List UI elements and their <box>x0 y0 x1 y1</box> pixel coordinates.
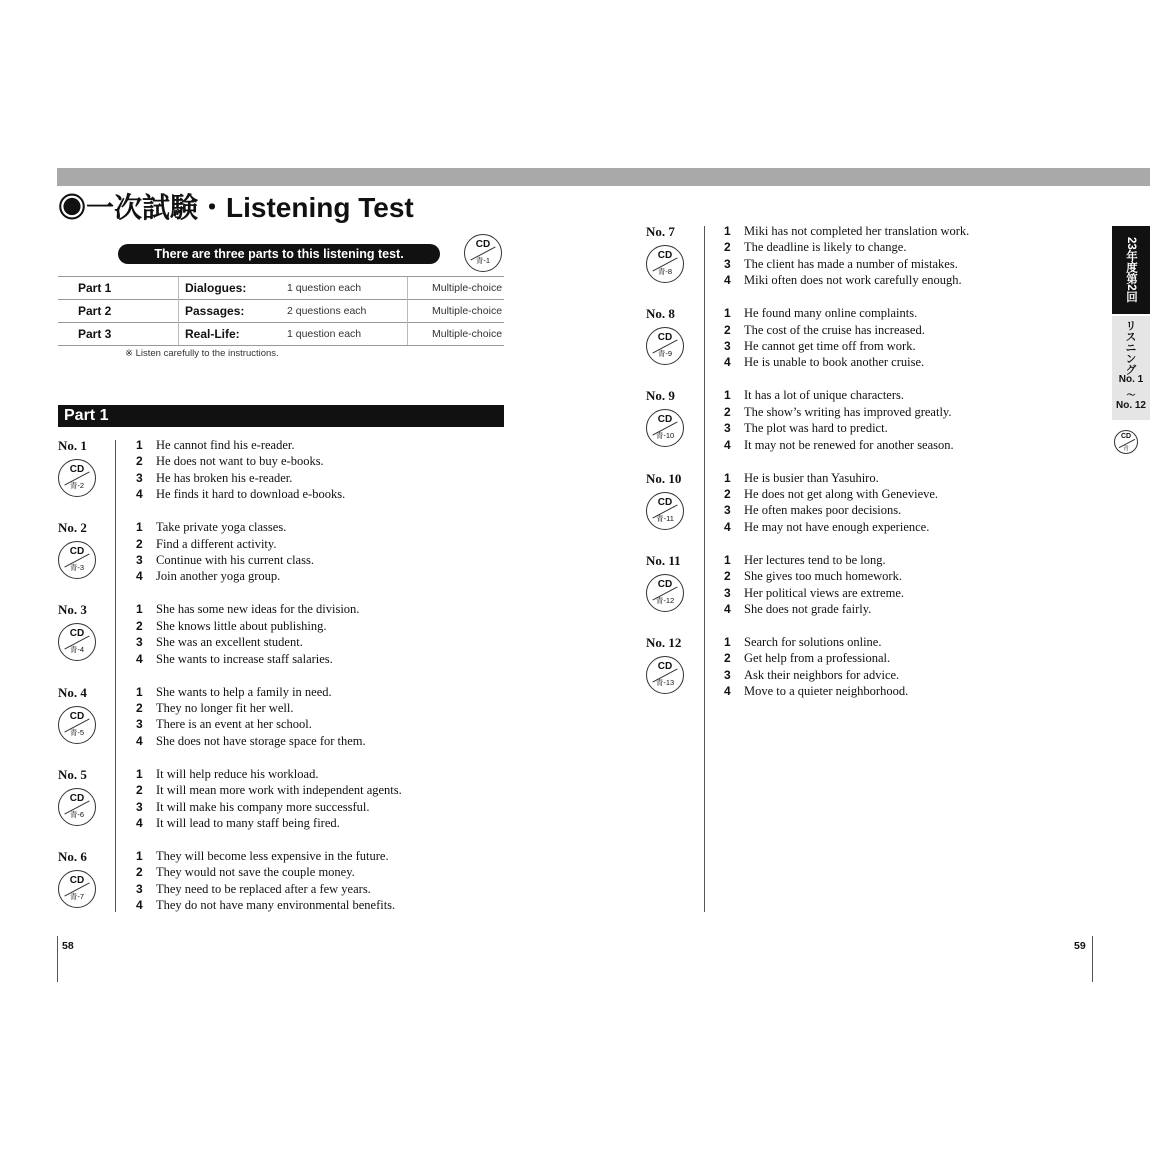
option-number: 4 <box>136 733 143 748</box>
table-row <box>58 300 504 323</box>
cd-icon <box>646 574 684 612</box>
question-number: No. 1 <box>58 438 87 453</box>
cd-icon <box>1114 430 1138 454</box>
part-type: Multiple-choice <box>408 277 505 300</box>
option-number: 2 <box>724 651 731 666</box>
option-text: They would not save the couple money. <box>156 865 355 880</box>
option-number: 4 <box>724 355 731 370</box>
side-tab-label: リスニング <box>1124 320 1136 375</box>
option-number: 3 <box>136 470 143 485</box>
cd-icon <box>58 706 96 744</box>
cd-icon <box>646 409 684 447</box>
option-text: The show’s writing has improved greatly. <box>744 404 952 419</box>
option-text: Join another yoga group. <box>156 569 281 584</box>
cd-icon <box>58 870 96 908</box>
option-number: 3 <box>136 799 143 814</box>
option-number: 4 <box>724 437 731 452</box>
option-text: Find a different activity. <box>156 536 277 551</box>
option-text: They will become less expensive in the future. <box>156 849 389 863</box>
divider <box>704 226 705 912</box>
option-text: It will make his company more successful. <box>156 799 370 814</box>
option-text: He has broken his e-reader. <box>156 470 293 485</box>
option-number: 3 <box>136 552 143 567</box>
option-text: It has a lot of unique characters. <box>744 388 905 403</box>
part-type: Multiple-choice <box>408 300 505 323</box>
option-number: 3 <box>136 635 143 650</box>
option-text: Ask their neighbors for advice. <box>744 667 900 682</box>
cd-icon-label: CD <box>657 496 673 508</box>
cd-icon-label: CD <box>657 414 673 426</box>
question-number: No. 9 <box>646 388 675 404</box>
option-number: 1 <box>724 306 731 321</box>
option-number: 4 <box>136 651 143 666</box>
option-text: He may not have enough experience. <box>744 519 930 534</box>
option-number: 2 <box>136 865 143 880</box>
cd-icon <box>58 459 96 497</box>
option-number: 2 <box>136 618 143 633</box>
cd-icon <box>58 541 96 579</box>
option-number: 4 <box>136 487 143 502</box>
page-number: 59 <box>1074 940 1086 952</box>
option-text: Miki has not completed her translation work. <box>744 224 970 238</box>
cd-icon-label: CD <box>1120 433 1132 440</box>
cd-icon <box>646 492 684 530</box>
option-text: She knows little about publishing. <box>156 618 327 633</box>
cd-track: 青-8 <box>657 267 673 276</box>
side-tab-from: No. 1 <box>1118 374 1144 385</box>
option-number: 2 <box>724 404 731 419</box>
page-number: 58 <box>62 940 74 952</box>
option-text: She has some new ideas for the division. <box>156 602 360 617</box>
cd-icon <box>646 327 684 365</box>
cd-icon <box>58 623 96 661</box>
option-text: She wants to help a family in need. <box>156 684 332 699</box>
side-tab-section <box>1112 316 1150 420</box>
cd-icon <box>646 245 684 283</box>
option-number: 2 <box>724 569 731 584</box>
side-tab-year: 23年度第2回 <box>1112 226 1150 314</box>
question-number: No. 8 <box>646 306 675 322</box>
option-text: He is busier than Yasuhiro. <box>744 470 879 485</box>
option-number: 4 <box>136 898 143 913</box>
option-text: Her political views are extreme. <box>744 585 904 600</box>
option-text: He finds it hard to download e-books. <box>156 487 346 502</box>
option-number: 2 <box>136 454 143 469</box>
option-number: 2 <box>136 783 143 798</box>
cd-icon <box>58 788 96 826</box>
part-kind: Real-Life: <box>179 323 284 346</box>
option-text: It will lead to many staff being fired. <box>156 815 340 830</box>
part-name: Part 1 <box>58 277 179 300</box>
question-number: No. 12 <box>646 635 682 650</box>
option-text: She gives too much homework. <box>744 569 902 584</box>
option-number: 3 <box>136 717 143 732</box>
option-text: The client has made a number of mistakes. <box>744 256 958 271</box>
question-number: No. 3 <box>58 602 87 618</box>
option-text: He found many online complaints. <box>744 306 918 321</box>
question-number: No. 10 <box>646 470 682 486</box>
option-number: 4 <box>724 519 731 534</box>
cd-icon-label: CD <box>657 250 673 261</box>
cd-icon-label: CD <box>657 578 673 590</box>
option-number: 4 <box>724 273 731 288</box>
cd-icon-label: CD <box>657 661 673 672</box>
option-text: They need to be replaced after a few years. <box>156 881 371 896</box>
option-number: 4 <box>724 601 731 616</box>
cd-track: 青-11 <box>656 513 674 523</box>
option-text: He is unable to book another cruise. <box>744 355 925 370</box>
part-count: 1 question each <box>283 277 408 300</box>
option-text: Search for solutions online. <box>744 635 882 649</box>
cd-icon-label: CD <box>475 239 491 250</box>
option-text: They do not have many environmental benefits. <box>156 898 396 913</box>
option-text: He does not get along with Genevieve. <box>744 486 939 501</box>
option-number: 4 <box>136 815 143 830</box>
cd-track: 青-10 <box>655 431 675 441</box>
option-number: 4 <box>136 569 143 584</box>
cd-track: 青-7 <box>69 892 85 901</box>
cd-icon <box>464 234 502 272</box>
part-kind: Dialogues: <box>179 277 284 300</box>
option-text: Get help from a professional. <box>744 651 891 666</box>
option-number: 3 <box>724 421 731 436</box>
option-text: She does not grade fairly. <box>744 601 872 616</box>
option-text: He does not want to buy e-books. <box>156 454 324 469</box>
option-number: 3 <box>724 667 731 682</box>
cd-icon-label: CD <box>69 792 85 804</box>
table-row <box>58 323 504 346</box>
option-number: 1 <box>136 520 143 535</box>
cd-icon <box>646 656 684 694</box>
top-band-curve <box>1088 186 1150 226</box>
cd-icon-label: CD <box>69 628 85 640</box>
option-text: Her lectures tend to be long. <box>744 552 886 567</box>
option-number: 3 <box>724 338 731 353</box>
question-number: No. 6 <box>58 849 87 864</box>
side-tab-sep: 〜 <box>1126 390 1136 400</box>
option-number: 2 <box>136 536 143 551</box>
question-number: No. 2 <box>58 520 87 536</box>
option-text: Continue with his current class. <box>156 552 314 567</box>
option-text: She was an excellent student. <box>156 635 303 650</box>
cd-track: 青 <box>1123 446 1129 452</box>
option-number: 1 <box>724 635 731 649</box>
option-text: It may not be renewed for another season. <box>744 437 954 452</box>
question-number: No. 7 <box>646 224 675 239</box>
cd-track: 青-5 <box>69 727 85 737</box>
cd-track: 青-13 <box>655 678 675 687</box>
option-text: He cannot get time off from work. <box>744 338 916 353</box>
option-text: He often makes poor decisions. <box>744 503 902 518</box>
part-kind: Passages: <box>179 300 284 323</box>
option-text: It will help reduce his workload. <box>156 766 319 781</box>
cd-track: 青-12 <box>655 595 675 605</box>
cd-icon-label: CD <box>69 464 85 475</box>
option-number: 1 <box>136 766 143 781</box>
option-text: She does not have storage space for them. <box>156 733 366 748</box>
option-text: There is an event at her school. <box>156 717 312 732</box>
option-number: 3 <box>724 585 731 600</box>
option-text: He cannot find his e-reader. <box>156 438 295 452</box>
question-number: No. 11 <box>646 552 681 568</box>
cd-track: 青-2 <box>69 481 85 490</box>
part-count: 2 questions each <box>283 300 408 323</box>
page-title: ◉一次試験・Listening Test <box>58 192 414 223</box>
instructions-note: ※ Listen carefully to the instructions. <box>125 348 279 359</box>
option-number: 1 <box>724 470 731 485</box>
option-number: 3 <box>724 503 731 518</box>
cd-track: 青-4 <box>69 645 85 655</box>
cd-track: 青-1 <box>475 256 491 265</box>
table-row <box>58 277 504 300</box>
part-count: 1 question each <box>283 323 408 346</box>
option-number: 2 <box>724 486 731 501</box>
part-name: Part 3 <box>58 323 179 346</box>
cd-icon-label: CD <box>69 710 85 722</box>
side-tab-to: No. 12 <box>1115 400 1146 411</box>
option-text: She wants to increase staff salaries. <box>156 651 333 666</box>
option-number: 1 <box>136 684 143 699</box>
option-text: Move to a quieter neighborhood. <box>744 684 909 699</box>
option-text: It will mean more work with independent agents. <box>156 783 402 798</box>
option-number: 1 <box>136 602 143 617</box>
question-number: No. 4 <box>58 684 87 700</box>
cd-track: 青-3 <box>69 563 85 573</box>
question-number: No. 5 <box>58 766 87 782</box>
top-band <box>57 168 1150 186</box>
option-number: 2 <box>724 240 731 255</box>
option-number: 4 <box>724 684 731 699</box>
cd-track: 青-9 <box>657 349 673 359</box>
page-marker <box>1092 936 1093 982</box>
option-number: 3 <box>136 881 143 896</box>
part-type: Multiple-choice <box>408 323 505 346</box>
option-number: 1 <box>136 438 143 452</box>
option-text: Miki often does not work carefully enough. <box>744 273 962 288</box>
parts-table <box>58 276 504 346</box>
option-number: 2 <box>136 700 143 715</box>
option-number: 3 <box>724 256 731 271</box>
option-number: 2 <box>724 322 731 337</box>
option-text: The plot was hard to predict. <box>744 421 888 436</box>
section-heading: Part 1 <box>58 405 504 427</box>
divider <box>115 440 116 912</box>
option-number: 1 <box>136 849 143 863</box>
cd-icon-label: CD <box>69 875 85 886</box>
cd-icon-label: CD <box>69 546 85 558</box>
option-number: 1 <box>724 224 731 238</box>
option-text: They no longer fit her well. <box>156 700 294 715</box>
page-marker <box>57 936 58 982</box>
option-number: 1 <box>724 552 731 567</box>
option-number: 1 <box>724 388 731 403</box>
intro-banner: There are three parts to this listening test. <box>118 244 440 264</box>
part-name: Part 2 <box>58 300 179 323</box>
option-text: The cost of the cruise has increased. <box>744 322 925 337</box>
cd-icon-label: CD <box>657 332 673 344</box>
option-text: The deadline is likely to change. <box>744 240 907 255</box>
cd-track: 青-6 <box>69 809 85 819</box>
option-text: Take private yoga classes. <box>156 520 287 535</box>
